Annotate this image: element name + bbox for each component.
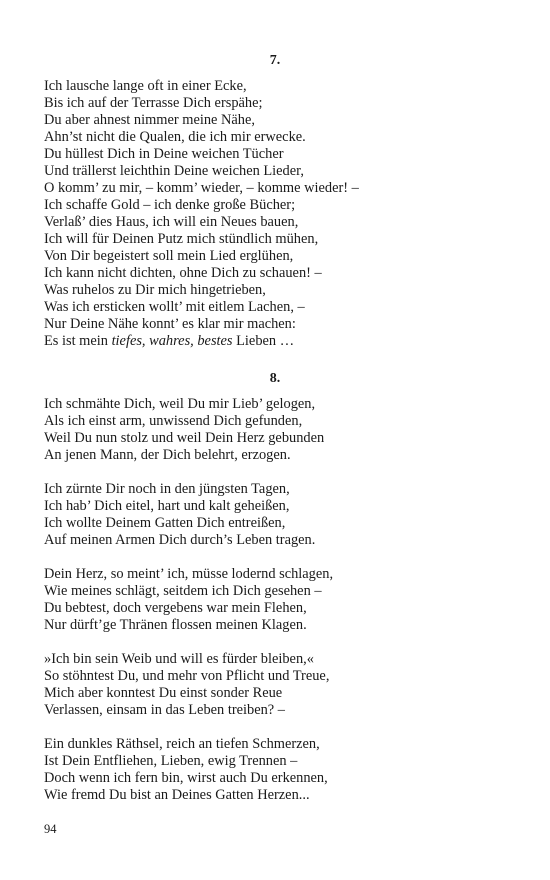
verse-line: Was ruhelos zu Dir mich hingetrieben, [44,282,266,298]
page-number: 94 [44,822,57,836]
verse-line: Ich schaffe Gold – ich denke große Bücher; [44,197,296,213]
verse-line: Auf meinen Armen Dich durch’s Leben tragen. [44,532,316,548]
verse-line: Ich schmähte Dich, weil Du mir Lieb’ gelogen, [44,396,316,412]
verse-line: Von Dir begeistert soll mein Lied erglühen, [44,248,294,264]
verse-line: Was ich ersticken wollt’ mit eitlem Lachen, – [44,299,305,315]
verse-line: So stöhntest Du, und mehr von Pflicht und Treue, [44,668,330,684]
stanza-gap [44,549,514,566]
verse-line: An jenen Mann, der Dich belehrt, erzogen. [44,447,291,463]
verse-line-final [44,333,514,350]
verse-line: Dein Herz, so meint’ ich, müsse lodernd schlagen, [44,566,334,582]
verse-line: Wie fremd Du bist an Deines Gatten Herzen... [44,787,310,803]
verse-line: Du aber ahnest nimmer meine Nähe, [44,112,255,128]
verse-line: Als ich einst arm, unwissend Dich gefunden, [44,413,303,429]
poem-number-8: 8. [269,371,281,386]
verse-line: Du hüllest Dich in Deine weichen Tücher [44,146,284,162]
final-line-prefix: Es ist mein [44,333,112,349]
verse-line: Und trällerst leichthin Deine weichen Lieder, [44,163,304,179]
poem-8-body [44,396,514,804]
verse-line: Du bebtest, doch vergebens war mein Flehen, [44,600,307,616]
verse-line: Wie meines schlägt, seitdem ich Dich gesehen – [44,583,322,599]
verse-line: Mich aber konntest Du einst sonder Reue [44,685,283,701]
verse-line: Ich hab’ Dich eitel, hart und kalt geheißen, [44,498,290,514]
verse-line: Ich wollte Deinem Gatten Dich entreißen, [44,515,286,531]
verse-line: Ich will für Deinen Putz mich stündlich mühen, [44,231,319,247]
final-line-italic: tiefes, wahres, bestes [111,333,233,349]
verse-line: Ein dunkles Räthsel, reich an tiefen Schmerzen, [44,736,320,752]
verse-line: Ahn’st nicht die Qualen, die ich mir erwecke. [44,129,306,145]
verse-line: Weil Du nun stolz und weil Dein Herz gebunden [44,430,325,446]
stanza-gap [44,464,514,481]
verse-line: Ich lausche lange oft in einer Ecke, [44,78,247,94]
verse-line: Ich kann nicht dichten, ohne Dich zu schauen! – [44,265,322,281]
poem-7-stanza [44,78,514,350]
verse-line: Ich zürnte Dir noch in den jüngsten Tagen, [44,481,290,497]
verse-line: Ist Dein Entfliehen, Lieben, ewig Trennen – [44,753,298,769]
verse-line: Bis ich auf der Terrasse Dich erspähe; [44,95,263,111]
verse-line: Nur dürft’ge Thränen flossen meinen Klagen. [44,617,307,633]
stanza-gap [44,719,514,736]
verse-line: Verlassen, einsam in das Leben treiben? – [44,702,285,718]
verse-line: O komm’ zu mir, – komm’ wieder, – komme wieder! – [44,180,359,196]
final-line-suffix: Lieben … [232,333,295,349]
poem-number-7: 7. [269,53,281,68]
stanza-gap [44,634,514,651]
verse-line: »Ich bin sein Weib und will es fürder bleiben,« [44,651,314,667]
verse-line: Verlaß’ dies Haus, ich will ein Neues bauen, [44,214,299,230]
verse-line: Doch wenn ich fern bin, wirst auch Du erkennen, [44,770,328,786]
verse-line: Nur Deine Nähe konnt’ es klar mir machen: [44,316,296,332]
